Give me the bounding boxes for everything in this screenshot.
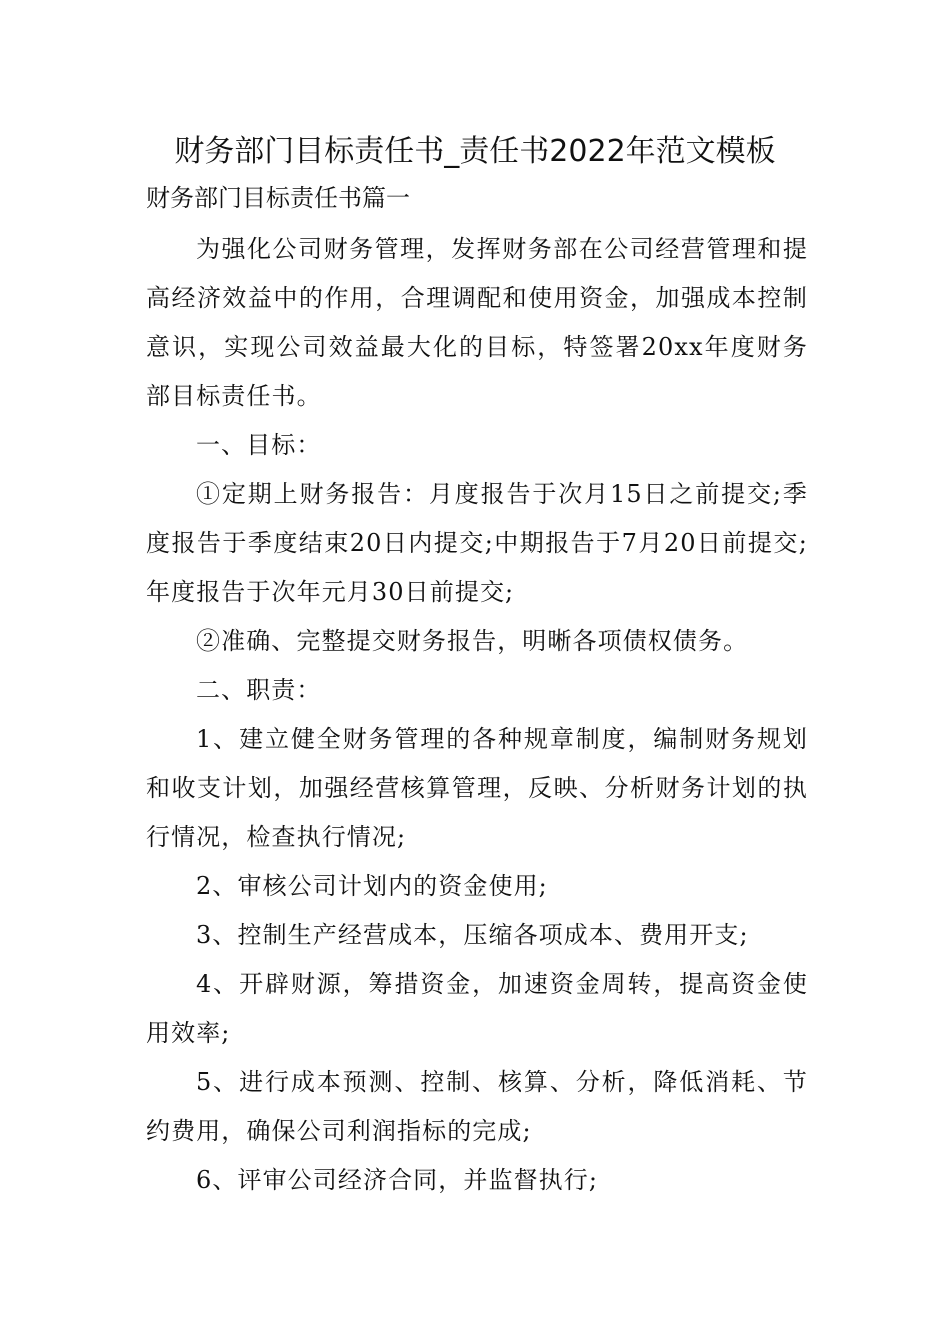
paragraph-duties-heading: 二、职责： <box>196 676 322 704</box>
document-title: 财务部门目标责任书_责任书2022年范文模板 <box>174 134 776 169</box>
section-heading: 财务部门目标责任书篇一 <box>146 184 410 212</box>
paragraph-intro: 为强化公司财务管理，发挥财务部在公司经营管理和提高经济效益中的作用，合理调配和使用资金，加强成本控制意识，实现公司效益最大化的目标，特签署20xx年度财务部目标责任书。 <box>146 235 808 410</box>
paragraph-duty-1: 1、建立健全财务管理的各种规章制度，编制财务规划和收支计划，加强经营核算管理，反映、分析财务计划的执行情况，检查执行情况; <box>146 725 808 851</box>
paragraph-goals-heading: 一、目标： <box>196 431 322 459</box>
paragraph-duty-3: 3、控制生产经营成本，压缩各项成本、费用开支; <box>196 921 749 949</box>
paragraph-duty-6: 6、评审公司经济合同，并监督执行; <box>196 1166 599 1194</box>
document-body <box>146 225 808 1205</box>
paragraph-duty-2: 2、审核公司计划内的资金使用; <box>196 872 548 900</box>
paragraph-duty-5: 5、进行成本预测、控制、核算、分析，降低消耗、节约费用，确保公司利润指标的完成; <box>146 1068 808 1145</box>
paragraph-goal-1: ①定期上财务报告：月度报告于次月15日之前提交;季度报告于季度结束20日内提交;中期报告于7月20日前提交;年度报告于次年元月30日前提交; <box>146 480 808 606</box>
paragraph-goal-2: ②准确、完整提交财务报告，明晰各项债权债务。 <box>196 627 749 655</box>
paragraph-duty-4: 4、开辟财源，筹措资金，加速资金周转，提高资金使用效率; <box>146 970 808 1047</box>
